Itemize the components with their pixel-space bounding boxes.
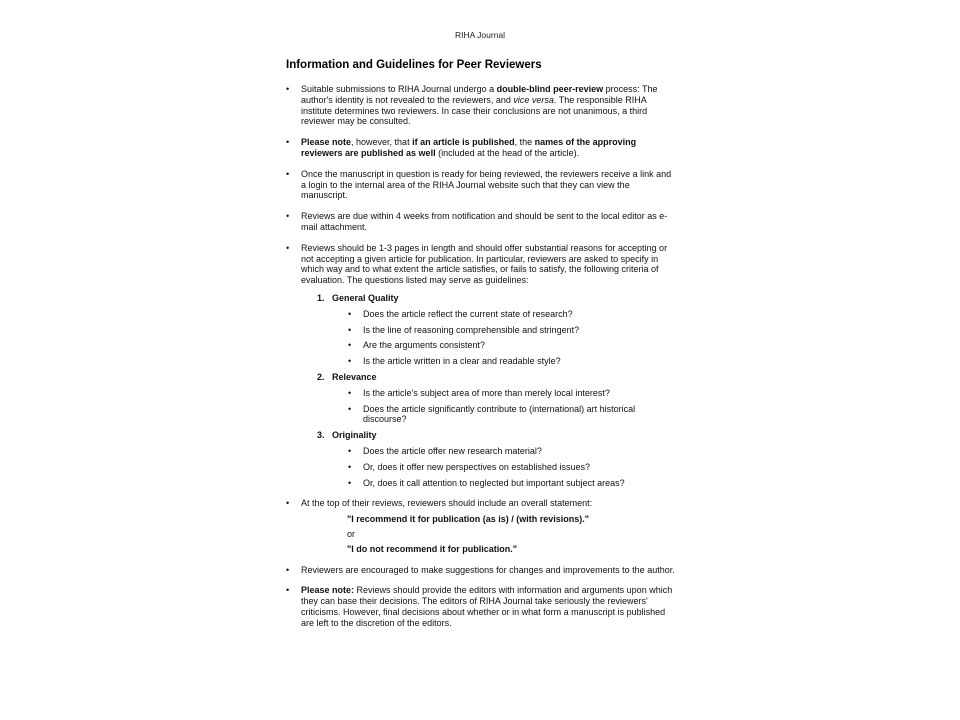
guideline-final-note: • Please note: Reviews should provide the editors with information and arguments upon which they can base their decisions. The editors of RIHA Journal take seriously the reviewers' criticisms. However, final decisions about whether or in what form a manuscript is published are left to the discretion of the editors.: [286, 585, 673, 628]
running-header: RIHA Journal: [454, 30, 506, 40]
criterion-number: 2.: [317, 371, 325, 382]
bullet-icon: •: [286, 211, 290, 222]
question-item: • Are the arguments consistent?: [348, 340, 486, 351]
guideline-deadline: • Reviews are due within 4 weeks from notification and should be sent to the local editor as e-mail attachment.: [286, 211, 668, 232]
bullet-icon: •: [286, 137, 290, 148]
guideline-double-blind: • Suitable submissions to RIHA Journal undergo a double-blind peer-review process: The author's identity is not revealed to the reviewers, and vice versa. The responsible RIHA institute determines two reviewers. In case their conclusions are not unanimous, a third reviewer may be consulted.: [286, 84, 658, 127]
criterion: [317, 372, 678, 425]
question-list: [317, 309, 678, 367]
bullet-icon: •: [286, 498, 290, 509]
page-title: Information and Guidelines for Peer Reviewers: [286, 59, 542, 71]
statement-recommend: "I recommend it for publication (as is) / (with revisions).": [347, 514, 590, 525]
guideline-suggestions: • Reviewers are encouraged to make suggestions for changes and improvements to the author.: [286, 564, 675, 575]
criterion-number: 1.: [317, 292, 325, 303]
guideline-criteria: • Reviews should be 1-3 pages in length and should offer substantial reasons for accepting or not accepting a given article for publication. In particular, reviewers are asked to specify in which way and to what extent the article satisfies, or fails to satisfy, the following criteria of evaluation. The questions listed may serve as guidelines: 1. General Quality • Does the article reflect the current state of research? • Is the line of reasoning comprehensible and stringent? • Are the arguments consistent? • Is the article written in a clear and readable style? 2. Relevance • Is the article's subject area of more than merely local interest? • Does the article significantly contribute to (international) art historical discourse? 3. Originality • Does the article offer new research material? • Or, does it offer new perspectives on established issues? • Or, does it call attention to neglected but important subject areas?: [286, 243, 678, 489]
question-list: [317, 446, 678, 488]
bullet-icon: •: [348, 340, 352, 351]
criterion: [317, 430, 678, 488]
bullet-icon: •: [286, 242, 290, 253]
criteria-list: [301, 293, 678, 488]
question-item: • Is the article's subject area of more than merely local interest?: [348, 387, 610, 398]
bullet-icon: •: [348, 308, 352, 319]
question-item: • Does the article offer new research material?: [348, 445, 542, 456]
question-item: • Or, does it offer new perspectives on established issues?: [348, 461, 590, 472]
bullet-icon: •: [348, 477, 352, 488]
question-item: • Does the article reflect the current state of research?: [348, 308, 573, 319]
guidelines-body: [286, 84, 678, 638]
bullet-icon: •: [348, 387, 352, 398]
criterion-name: Originality: [332, 430, 377, 441]
bullet-icon: •: [348, 445, 352, 456]
question-item: • Is the article written in a clear and readable style?: [348, 356, 561, 367]
criterion-number: 3.: [317, 430, 325, 441]
bullet-icon: •: [348, 461, 352, 472]
bullet-icon: •: [348, 403, 352, 414]
statement-not-recommend: "I do not recommend it for publication.": [347, 543, 518, 554]
guideline-published-names: • Please note, however, that if an article is published, the names of the approving reviewers are published as well (included at the head of the article).: [286, 137, 637, 158]
bullet-icon: •: [348, 356, 352, 367]
bullet-icon: •: [286, 84, 290, 94]
criterion-name: Relevance: [332, 371, 377, 382]
bullet-icon: •: [286, 564, 290, 575]
bullet-icon: •: [286, 168, 290, 179]
question-item: • Is the line of reasoning comprehensible and stringent?: [348, 324, 580, 335]
guideline-statement: • At the top of their reviews, reviewers should include an overall statement: "I recommend it for publication (as is) / (with revisions)." or "I do not recommend it for publication.": [286, 498, 678, 554]
guidelines-list: [286, 84, 678, 628]
statement-or: or: [347, 528, 356, 539]
bullet-icon: •: [348, 324, 352, 335]
bullet-icon: •: [286, 585, 290, 596]
criterion-name: General Quality: [332, 292, 399, 303]
question-list: [317, 388, 678, 425]
criterion: [317, 293, 678, 367]
guideline-login: • Once the manuscript in question is ready for being reviewed, the reviewers receive a link and a login to the internal area of the RIHA Journal website such that they can view the manuscript.: [286, 168, 672, 201]
question-item: • Does the article significantly contribute to (international) art historical discourse?: [348, 403, 636, 425]
question-item: • Or, does it call attention to neglected but important subject areas?: [348, 477, 625, 488]
statement-options: [347, 514, 678, 554]
